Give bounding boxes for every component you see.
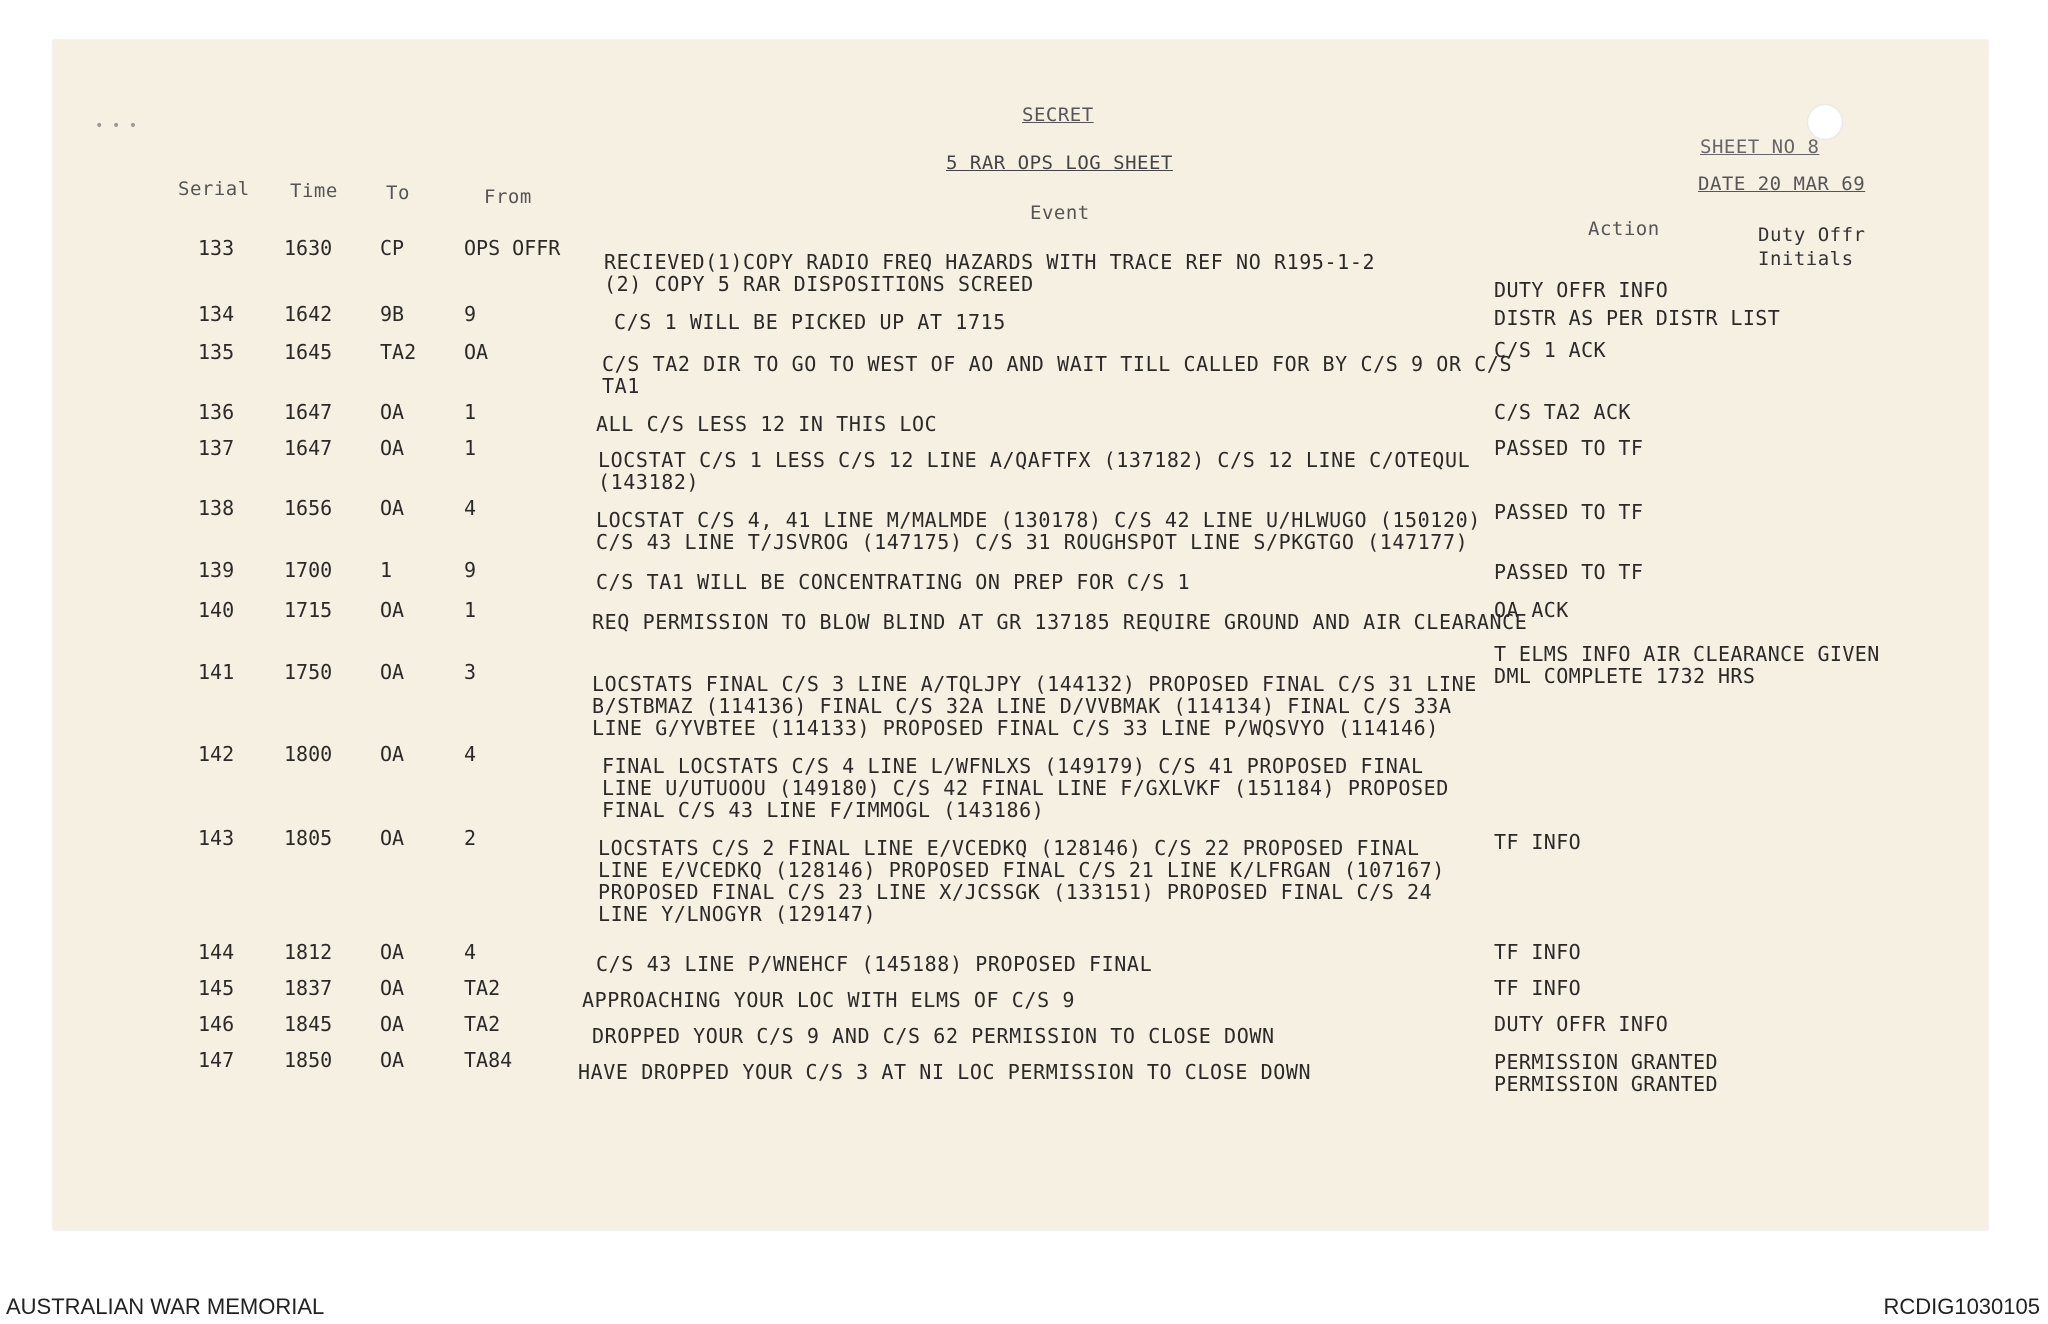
entry-event-line: FINAL C/S 43 LINE F/IMMOGL (143186)	[602, 798, 1045, 822]
entry-event-line: PROPOSED FINAL C/S 23 LINE X/JCSSGK (133151) PROPOSED FINAL C/S 24	[598, 880, 1433, 904]
entry-action-line: DISTR AS PER DISTR LIST	[1494, 306, 1781, 330]
column-header-from: From	[484, 186, 532, 208]
entry-serial: 139	[198, 558, 235, 582]
entry-from: TA84	[464, 1048, 513, 1072]
entry-action-line: PASSED TO TF	[1494, 500, 1644, 524]
entry-time: 1805	[284, 826, 333, 850]
entry-action-line: PASSED TO TF	[1494, 560, 1644, 584]
entry-from: 1	[464, 436, 477, 460]
entry-event-line: C/S 43 LINE P/WNEHCF (145188) PROPOSED FINAL	[596, 952, 1153, 976]
entry-to: OA	[380, 1012, 405, 1036]
entry-from: 2	[464, 826, 477, 850]
entry-action-line: PERMISSION GRANTED	[1494, 1050, 1718, 1074]
entry-to: OA	[380, 436, 405, 460]
sheet-number: SHEET NO 8	[1700, 136, 1820, 158]
entry-action-line: TF INFO	[1494, 830, 1582, 854]
entry-action-line: PERMISSION GRANTED	[1494, 1072, 1718, 1096]
entry-time: 1715	[284, 598, 333, 622]
entry-event-line: REQ PERMISSION TO BLOW BLIND AT GR 137185 REQUIRE GROUND AND AIR CLEARANCE	[592, 610, 1528, 634]
column-header-duty-offr: Duty Offr	[1758, 224, 1866, 246]
entry-from: OA	[464, 340, 489, 364]
entry-time: 1837	[284, 976, 333, 1000]
entry-event-line: LOCSTATS FINAL C/S 3 LINE A/TQLJPY (144132) PROPOSED FINAL C/S 31 LINE	[592, 672, 1477, 696]
entry-from: 4	[464, 496, 477, 520]
entry-time: 1647	[284, 400, 333, 424]
entry-event-line: APPROACHING YOUR LOC WITH ELMS OF C/S 9	[582, 988, 1075, 1012]
entry-serial: 144	[198, 940, 235, 964]
entry-from: TA2	[464, 1012, 501, 1036]
entry-serial: 136	[198, 400, 235, 424]
column-header-serial: Serial	[178, 178, 250, 200]
entry-event-line: C/S TA1 WILL BE CONCENTRATING ON PREP FOR C/S 1	[596, 570, 1191, 594]
entry-event-line: LOCSTATS C/S 2 FINAL LINE E/VCEDKQ (128146) C/S 22 PROPOSED FINAL	[598, 836, 1420, 860]
entry-event-line: C/S TA2 DIR TO GO TO WEST OF AO AND WAIT TILL CALLED FOR BY C/S 9 OR C/S	[602, 352, 1513, 376]
column-header-time: Time	[290, 180, 338, 202]
entry-event-line: B/STBMAZ (114136) FINAL C/S 32A LINE D/VVBMAK (114134) FINAL C/S 33A	[592, 694, 1452, 718]
column-header-to: To	[386, 182, 410, 204]
footer-record-id: RCDIG1030105	[1883, 1294, 2040, 1319]
entry-time: 1845	[284, 1012, 333, 1036]
entry-time: 1750	[284, 660, 333, 684]
entry-serial: 141	[198, 660, 235, 684]
entry-action-line: DUTY OFFR INFO	[1494, 1012, 1669, 1036]
entry-event-line: RECIEVED(1)COPY RADIO FREQ HAZARDS WITH TRACE REF NO R195-1-2	[604, 250, 1376, 274]
entry-to: OA	[380, 826, 405, 850]
entry-serial: 143	[198, 826, 235, 850]
entry-to: 9B	[380, 302, 405, 326]
classification-label: SECRET	[1022, 104, 1094, 126]
entry-to: CP	[380, 236, 405, 260]
entry-to: OA	[380, 598, 405, 622]
entry-event-line: TA1	[602, 374, 640, 398]
punch-hole	[1807, 104, 1843, 140]
entry-to: OA	[380, 742, 405, 766]
entry-from: 4	[464, 940, 477, 964]
entry-from: OPS OFFR	[464, 236, 561, 260]
entry-event-line: LINE G/YVBTEE (114133) PROPOSED FINAL C/S 33 LINE P/WQSVYO (114146)	[592, 716, 1439, 740]
entry-time: 1812	[284, 940, 333, 964]
entry-event-line: DROPPED YOUR C/S 9 AND C/S 62 PERMISSION TO CLOSE DOWN	[592, 1024, 1275, 1048]
entry-event-line: (2) COPY 5 RAR DISPOSITIONS SCREED	[604, 272, 1034, 296]
entry-action-line: PASSED TO TF	[1494, 436, 1644, 460]
entry-action-line: TF INFO	[1494, 940, 1582, 964]
column-header-initials: Initials	[1758, 248, 1854, 270]
entry-event-line: LOCSTAT C/S 4, 41 LINE M/MALMDE (130178) C/S 42 LINE U/HLWUGO (150120)	[596, 508, 1481, 532]
entry-time: 1850	[284, 1048, 333, 1072]
entry-action-line: OA ACK	[1494, 598, 1569, 622]
entry-action-line: T ELMS INFO AIR CLEARANCE GIVEN	[1494, 642, 1880, 666]
footer-archive-name: AUSTRALIAN WAR MEMORIAL	[6, 1294, 325, 1319]
entry-time: 1630	[284, 236, 333, 260]
entry-serial: 138	[198, 496, 235, 520]
column-header-action: Action	[1588, 218, 1660, 240]
entry-serial: 140	[198, 598, 235, 622]
entry-action-line: C/S TA2 ACK	[1494, 400, 1631, 424]
sheet-title: 5 RAR OPS LOG SHEET	[946, 152, 1173, 174]
entry-event-line: ALL C/S LESS 12 IN THIS LOC	[596, 412, 938, 436]
archive-footer	[0, 1290, 2048, 1324]
entry-time: 1645	[284, 340, 333, 364]
entry-time: 1800	[284, 742, 333, 766]
entry-serial: 145	[198, 976, 235, 1000]
entry-serial: 147	[198, 1048, 235, 1072]
entry-action-line: C/S 1 ACK	[1494, 338, 1606, 362]
entry-to: OA	[380, 400, 405, 424]
entry-to: OA	[380, 496, 405, 520]
entry-from: 9	[464, 302, 477, 326]
entry-to: 1	[380, 558, 393, 582]
entry-action-line: DUTY OFFR INFO	[1494, 278, 1669, 302]
entry-event-line: C/S 1 WILL BE PICKED UP AT 1715	[614, 310, 1006, 334]
entry-event-line: LINE E/VCEDKQ (128146) PROPOSED FINAL C/S 21 LINE K/LFRGAN (107167)	[598, 858, 1445, 882]
entry-time: 1647	[284, 436, 333, 460]
entry-event-line: HAVE DROPPED YOUR C/S 3 AT NI LOC PERMISSION TO CLOSE DOWN	[578, 1060, 1312, 1084]
entry-time: 1656	[284, 496, 333, 520]
entry-event-line: C/S 43 LINE T/JSVROG (147175) C/S 31 ROUGHSPOT LINE S/PKGTGO (147177)	[596, 530, 1469, 554]
entry-time: 1642	[284, 302, 333, 326]
entry-to: OA	[380, 1048, 405, 1072]
entry-from: 4	[464, 742, 477, 766]
entry-serial: 142	[198, 742, 235, 766]
entry-time: 1700	[284, 558, 333, 582]
entry-event-line: LOCSTAT C/S 1 LESS C/S 12 LINE A/QAFTFX (137182) C/S 12 LINE C/OTEQUL	[598, 448, 1471, 472]
entry-action-line: TF INFO	[1494, 976, 1582, 1000]
entry-action-line: DML COMPLETE 1732 HRS	[1494, 664, 1756, 688]
entry-from: 9	[464, 558, 477, 582]
entry-event-line: (143182)	[598, 470, 700, 494]
entry-serial: 135	[198, 340, 235, 364]
entry-to: TA2	[380, 340, 417, 364]
entry-from: TA2	[464, 976, 501, 1000]
entry-from: 1	[464, 400, 477, 424]
entry-to: OA	[380, 976, 405, 1000]
entry-serial: 137	[198, 436, 235, 460]
entry-from: 1	[464, 598, 477, 622]
entry-event-line: LINE U/UTUOOU (149180) C/S 42 FINAL LINE F/GXLVKF (151184) PROPOSED	[602, 776, 1449, 800]
column-header-event: Event	[1030, 202, 1090, 224]
entry-to: OA	[380, 940, 405, 964]
paper-blemish: • • •	[95, 118, 138, 134]
sheet-date: DATE 20 MAR 69	[1698, 173, 1866, 195]
entry-event-line: LINE Y/LNOGYR (129147)	[598, 902, 877, 926]
entry-from: 3	[464, 660, 477, 684]
entry-event-line: FINAL LOCSTATS C/S 4 LINE L/WFNLXS (149179) C/S 41 PROPOSED FINAL	[602, 754, 1424, 778]
entry-serial: 134	[198, 302, 235, 326]
entry-to: OA	[380, 660, 405, 684]
entry-serial: 146	[198, 1012, 235, 1036]
entry-serial: 133	[198, 236, 235, 260]
